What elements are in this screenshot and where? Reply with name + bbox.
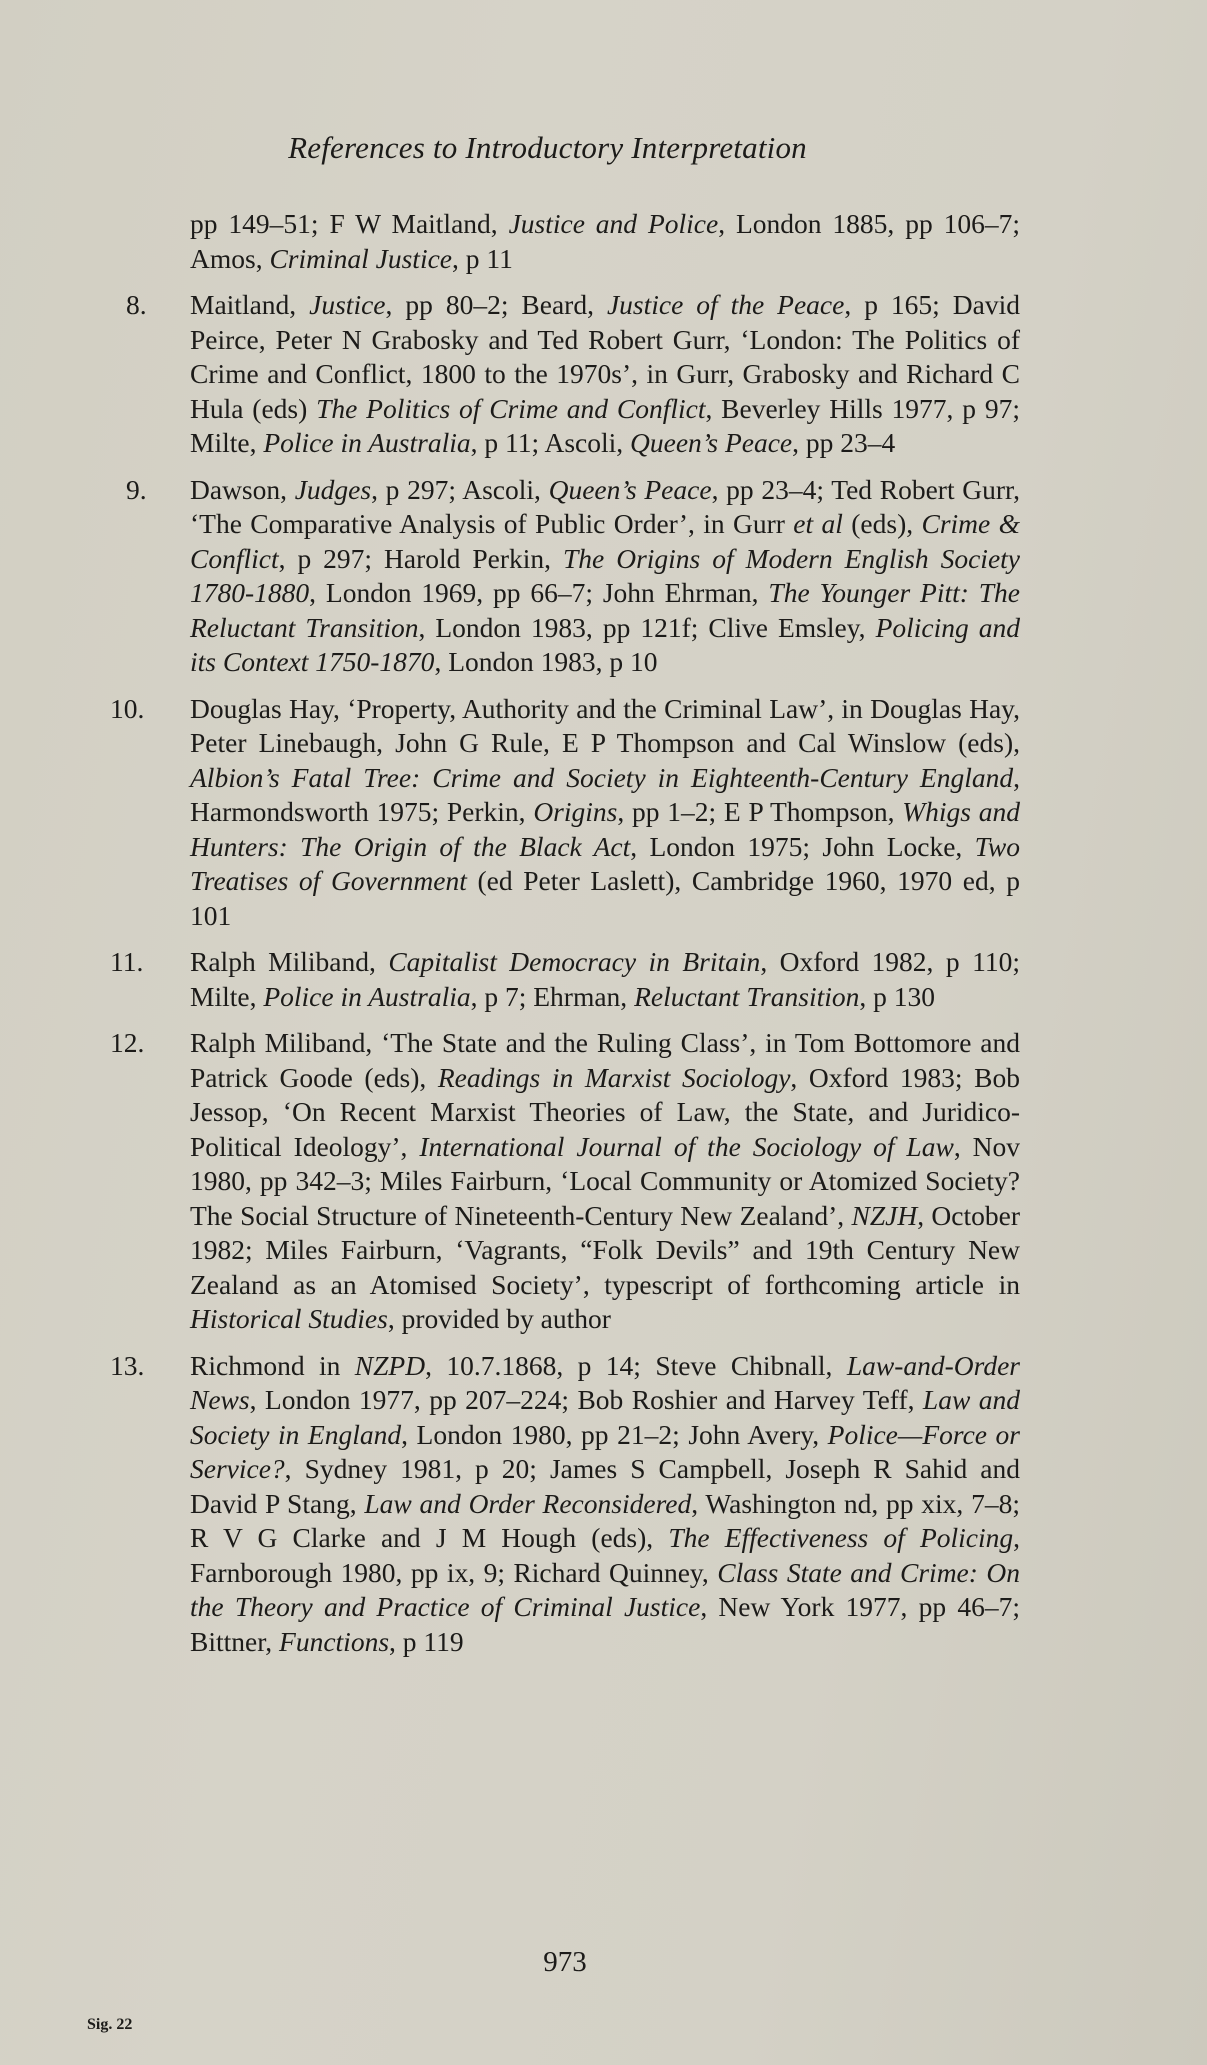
note-text: Douglas Hay, ‘Property, Authority and the Criminal Law’, in Douglas Hay, Peter Linebaugh, John G Rule, E P Thompson and Cal Winslow (eds), Albion’s Fatal Tree: Crime and Society in Eighteenth-Century England, Harmondsworth 1975; Perkin, Origins, pp 1–2; E P Thompson, Whigs and Hunters: The Origin of the Black Act, London 1975; John Locke, Two Treatises of Government (ed Peter Laslett), Cambridge 1960, 1970 ed, p 101 xyxy=(190,692,1021,931)
note-number: 9. xyxy=(126,473,147,505)
note-number: 11. xyxy=(110,946,144,977)
note-text: Dawson, Judges, p 297; Ascoli, Queen’s Peace, pp 23–4; Ted Robert Gurr, ‘The Comparative Analysis of Public Order’, in Gurr et al (eds), Crime & Conflict, p 297; Harold Perkin, The Origins of Modern English Society 1780-1880, London 1969, pp 66–7; John Ehrman, The Younger Pitt: The Reluctant Transition, London 1983, pp 121f; Clive Emsley, Policing and its Context 1750-1870, London 1983, p 10 xyxy=(190,473,1020,677)
note-number: 8. xyxy=(126,289,147,320)
running-head: References to Introductory Interpretation xyxy=(288,130,807,165)
note-number: 13. xyxy=(110,1349,145,1381)
endnote-9 xyxy=(110,473,1020,680)
page-number: 973 xyxy=(543,1946,587,1978)
note-number: 12. xyxy=(110,1027,145,1058)
endnote-11 xyxy=(110,945,1020,1014)
endnotes-list xyxy=(110,207,1020,1671)
endnote-13 xyxy=(110,1349,1020,1660)
endnote-continuation xyxy=(110,207,1020,276)
note-number: 10. xyxy=(110,692,145,724)
signature-mark: Sig. 22 xyxy=(87,2016,133,2033)
note-number xyxy=(110,207,190,276)
endnote-10 xyxy=(110,692,1020,934)
note-text: Ralph Miliband, Capitalist Democracy in Britain, Oxford 1982, p 110; Milte, Police in Australia, p 7; Ehrman, Reluctant Transition, p 130 xyxy=(190,946,1020,1012)
endnote-8 xyxy=(110,288,1020,461)
note-text: Ralph Miliband, ‘The State and the Ruling Class’, in Tom Bottomore and Patrick Goode (eds), Readings in Marxist Sociology, Oxford 1983; Bob Jessop, ‘On Recent Marxist Theories of Law, the State, and Juridico-Political Ideology’, International Journal of the Sociology of Law, Nov 1980, pp 342–3; Miles Fairburn, ‘Local Community or Atomized Society? The Social Structure of Nineteenth-Century New Zealand’, NZJH, October 1982; Miles Fairburn, ‘Vagrants, “Folk Devils” and 19th Century New Zealand as an Atomised Society’, typescript of forthcoming article in Historical Studies, provided by author xyxy=(190,1027,1020,1334)
note-text: Richmond in NZPD, 10.7.1868, p 14; Steve Chibnall, Law-and-Order News, London 1977, pp 207–224; Bob Roshier and Harvey Teff, Law and Society in England, London 1980, pp 21–2; John Avery, Police—Force or Service?, Sydney 1981, p 20; James S Campbell, Joseph R Sahid and David P Stang, Law and Order Reconsidered, Washington nd, pp xix, 7–8; R V G Clarke and J M Hough (eds), The Effectiveness of Policing, Farnborough 1980, pp ix, 9; Richard Quinney, Class State and Crime: On the Theory and Practice of Criminal Justice, New York 1977, pp 46–7; Bittner, Functions, p 119 xyxy=(190,1349,1021,1657)
note-text: pp 149–51; F W Maitland, Justice and Police, London 1885, pp 106–7; Amos, Criminal Justice, p 11 xyxy=(190,208,1020,274)
note-text: Maitland, Justice, pp 80–2; Beard, Justice of the Peace, p 165; David Peirce, Peter N Grabosky and Ted Robert Gurr, ‘London: The Politics of Crime and Conflict, 1800 to the 1970s’, in Gurr, Grabosky and Richard C Hula (eds) The Politics of Crime and Conflict, Beverley Hills 1977, p 97; Milte, Police in Australia, p 11; Ascoli, Queen’s Peace, pp 23–4 xyxy=(190,289,1020,458)
endnote-12 xyxy=(110,1026,1020,1337)
